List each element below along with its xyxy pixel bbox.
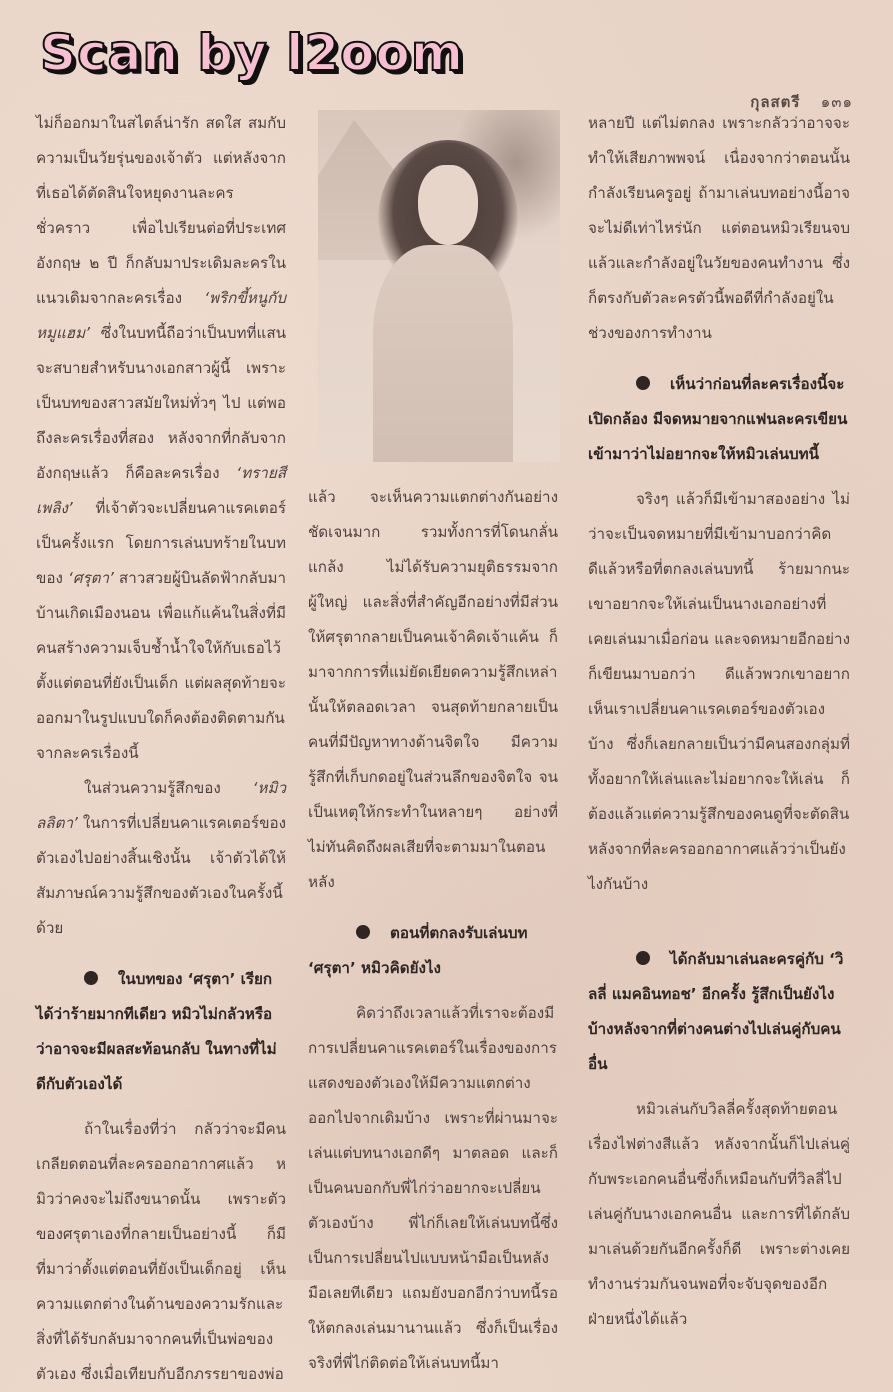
bullet-icon	[356, 925, 370, 939]
paragraph: หลายปี แต่ไม่ตกลง เพราะกลัวว่าอาจจะทำให้เสียภาพพจน์ เนื่องจากว่าตอนนั้นกำลังเรียนครูอยู่ ถ้ามาเล่นบทอย่างนี้อาจจะไม่ดีเท่าไหร่นัก แต่ตอนหมิวเรียนจบแล้วและกำลังอยู่ในวัยของคนทำงาน ซึ่งก็ตรงกับตัวละครตัวนี้พอดีที่กำลังอยู่ในช่วงของการทำงาน	[588, 114, 850, 342]
interview-question: ได้กลับมาเล่นละครคู่กับ ‘วิลลี่ แมคอินทอช’ อีกครั้ง รู้สึกเป็นยังไงบ้างหลังจากที่ต่างคนต่างไปเล่นคู่กับคนอื่น	[588, 950, 844, 1073]
paragraph: ไม่ก็ออกมาในสไตล์น่ารัก สดใส สมกับความเป็นวัยรุ่นของเจ้าตัว แต่หลังจาก ที่เธอได้ตัดสินใจหยุดงานละครชั่วคราว เพื่อไปเรียนต่อที่ประเทศอังกฤษ ๒ ปี ก็กลับมาประเดิมละครในแนวเดิมจากละครเรื่อง ‘พริกขี้หนูกับหมูแฮม’ ซึ่งในบทนี้ถือว่าเป็นบทที่แสนจะสบายสำหรับนางเอกสาวผู้นี้ เพราะเป็นบทของสาวสมัยใหม่ทั่วๆ ไป แต่พอถึงละครเรื่องที่สอง หลังจากที่กลับจากอังกฤษแล้ว ก็คือละครเรื่อง ‘ทรายสีเพลิง’ ที่เจ้าตัวจะเปลี่ยนคาแรคเตอร์เป็นครั้งแรก โดยการเล่นบทร้ายในบทของ ‘ศรุตา’ สาวสวยผู้บินลัดฟ้ากลับมาบ้านเกิดเมืองนอน เพื่อแก้แค้นในสิ่งที่มีคนสร้างความเจ็บช้ำน้ำใจให้กับเธอไว้ตั้งแต่ตอนที่ยังเป็นเด็ก แต่ผลสุดท้ายจะออกมาในรูปแบบใดก็คงต้องติดตามกันจากละครเรื่องนี้	[36, 114, 287, 762]
portrait-photo	[318, 110, 560, 462]
bullet-icon	[84, 971, 98, 985]
interview-answer: จริงๆ แล้วก็มีเข้ามาสองอย่าง ไม่ว่าจะเป็นจดหมายที่มีเข้ามาบอกว่าคิดดีแล้วหรือที่ตกลงเล่นบทนี้ ร้ายมากนะ เขาอยากจะให้เล่นเป็นนางเอกอย่างที่เคยเล่นมาเมื่อก่อน และจดหมายอีกอย่างก็เขียนมาบอกว่า ดีแล้วพวกเขาอยากเห็นเราเปลี่ยนคาแรคเตอร์ของตัวเองบ้าง ซึ่งก็เลยกลายเป็นว่ามีคนสองกลุ่มที่ทั้งอยากให้เล่นและไม่อยากจะให้เล่น ก็ต้องแล้วแต่ความรู้สึกของคนดูที่จะตัดสินหลังจากที่ละครออกอากาศแล้วว่าเป็นยังไงกันบ้าง	[588, 490, 850, 893]
drama-title: ‘พริกขี้หนูกับหมูแฮม’	[36, 289, 286, 342]
paragraph: แล้ว จะเห็นความแตกต่างกันอย่างชัดเจนมาก รวมทั้งการที่โดนกลั่นแกล้ง ไม่ได้รับความยุติธรรมจากผู้ใหญ่ และสิ่งที่สำคัญอีกอย่างที่มีส่วนให้ศรุตากลายเป็นคนเจ้าคิดเจ้าแค้น ก็มาจากการที่แม่ยัดเยียดความรู้สึกเหล่านั้นให้ตลอดเวลา จนสุดท้ายกลายเป็นคนที่มีปัญหาทางด้านจิตใจ มีความรู้สึกที่เก็บกดอยู่ในส่วนลึกของจิตใจ จนเป็นเหตุให้กระทำในหลายๆ อย่างที่ไม่ทันคิดถึงผลเสียที่จะตามมาในตอนหลัง	[308, 488, 558, 891]
article-column-2	[308, 480, 558, 1381]
interview-question: ในบทของ ‘ศรุตา’ เรียกได้ว่าร้ายมากทีเดียว หมิวไม่กลัวหรือว่าอาจจะมีผลสะท้อนกลับ ในทางที่ไม่ดีกับตัวเองได้	[36, 970, 277, 1093]
interview-answer: หมิวเล่นกับวิลลี่ครั้งสุดท้ายตอนเรื่องไฟต่างสีแล้ว หลังจากนั้นก็ไปเล่นคู่กับพระเอกคนอื่นซึ่งก็เหมือนกับที่วิลลี่ไปเล่นคู่กับนางเอกคนอื่น และการที่ได้กลับมาเล่นด้วยกันอีกครั้งก็ดี เพราะต่างเคยทำงานร่วมกันจนพอที่จะจับจุดของอีกฝ่ายหนึ่งได้แล้ว	[588, 1100, 850, 1328]
bullet-icon	[636, 376, 650, 390]
interview-answer: คิดว่าถึงเวลาแล้วที่เราจะต้องมีการเปลี่ยนคาแรคเตอร์ในเรื่องของการแสดงของตัวเองให้มีความแตกต่างออกไปจากเดิมบ้าง เพราะที่ผ่านมาจะเล่นแต่บทนางเอกดีๆ มาตลอด และก็เป็นคนบอกกับพี่ไก่ว่าอยากจะเปลี่ยนตัวเองบ้าง พี่ไก่ก็เลยให้เล่นบทนี้ซึ่งเป็นการเปลี่ยนไปแบบหน้ามือเป็นหลังมือเลยทีเดียว แถมยังบอกอีกว่าบทนี้รอให้ตกลงเล่นมานานแล้ว ซึ่งก็เป็นเรื่องจริงที่พี่ไก่ติดต่อให้เล่นบทนี้มา	[308, 1004, 558, 1372]
actress-name: ‘หมิว ลลิตา’	[36, 779, 286, 832]
photo-face	[418, 165, 478, 245]
character-name: ‘ศรุตา’	[68, 569, 114, 587]
photo-body	[373, 245, 513, 462]
paragraph: ในส่วนความรู้สึกของ ‘หมิว ลลิตา’ ในการที่เปลี่ยนคาแรคเตอร์ของตัวเองไปอย่างสิ้นเชิงนั้น เจ้าตัวได้ให้สัมภาษณ์ความรู้สึกของตัวเองในครั้งนี้ด้วย	[36, 779, 286, 937]
drama-title: ‘ทรายสีเพลิง’	[36, 464, 286, 517]
page-number: ๑๓๑	[820, 93, 853, 111]
scan-watermark: Scan by l2oom	[40, 24, 464, 82]
article-column-3	[588, 106, 850, 1337]
article-column-1	[36, 106, 286, 1392]
interview-question: ตอนที่ตกลงรับเล่นบท ‘ศรุตา’ หมิวคิดยังไง	[308, 924, 528, 977]
interview-answer: ถ้าในเรื่องที่ว่า กลัวว่าจะมีคนเกลียดตอนที่ละครออกอากาศแล้ว หมิวว่าคงจะไม่ถึงขนาดนั้น เพราะตัวของศรุตาเองที่กลายเป็นอย่างนี้ ก็มีที่มาว่าตั้งแต่ตอนที่ยังเป็นเด็กอยู่ เห็นความแตกต่างในด้านของความรักและสิ่งที่ได้รับกลับมาจากคนที่เป็นพ่อของตัวเอง ซึ่งเมื่อเทียบกับอีกภรรยาของพ่อ	[36, 1120, 286, 1383]
interview-question: เห็นว่าก่อนที่ละครเรื่องนี้จะเปิดกล้อง มีจดหมายจากแฟนละครเขียนเข้ามาว่าไม่อยากจะให้หมิวเล่นบทนี้	[588, 375, 848, 463]
magazine-name: กุลสตรี	[750, 93, 801, 111]
bullet-icon	[636, 951, 650, 965]
